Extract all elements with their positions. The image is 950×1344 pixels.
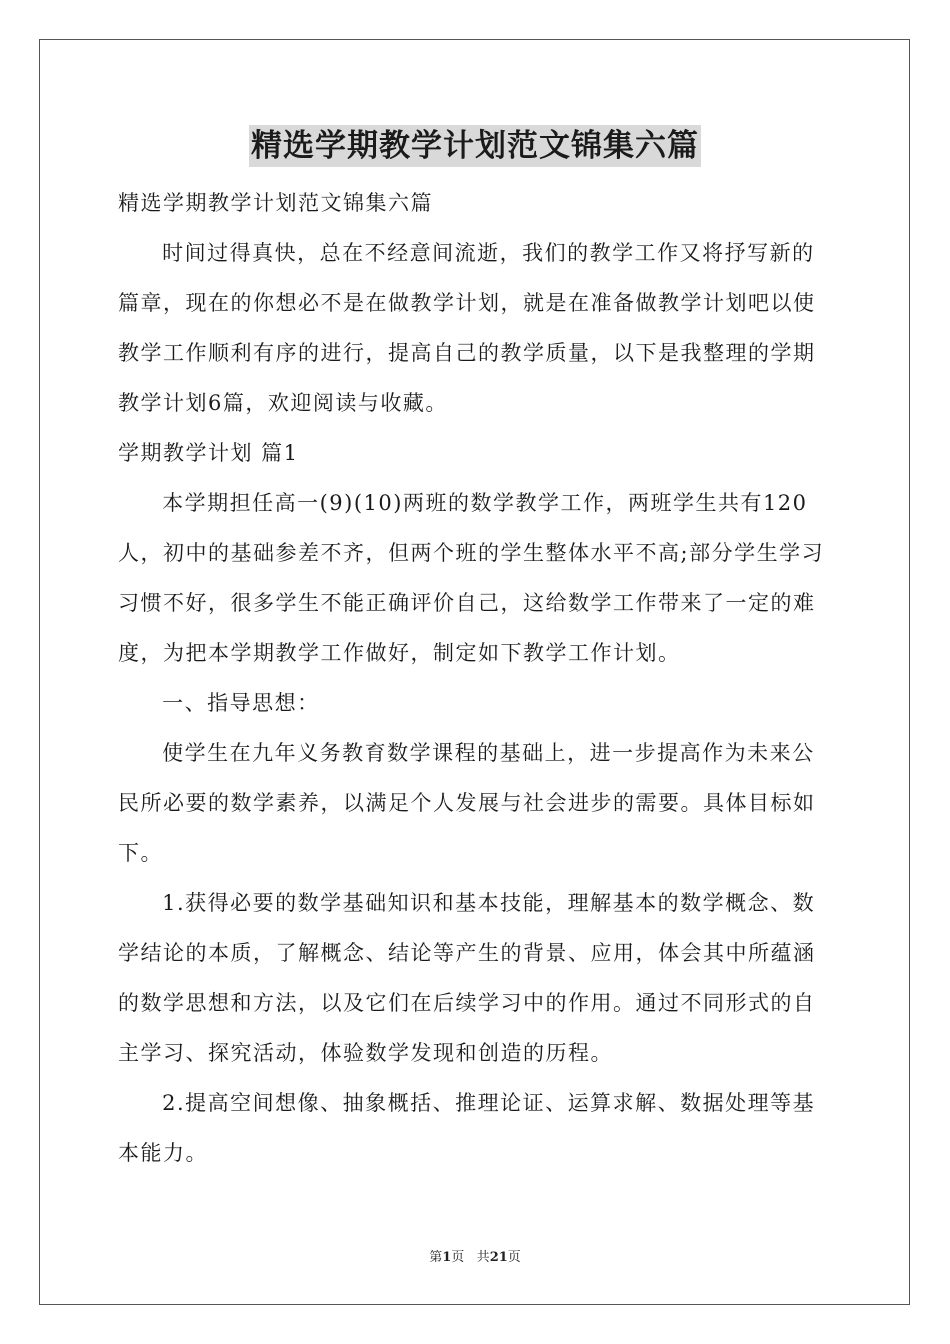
page-prefix: 第	[429, 1250, 443, 1265]
total-suffix: 页	[507, 1250, 521, 1265]
body-paragraph: 本学期担任高一(9)(10)两班的数学教学工作，两班学生共有120人，初中的基础参差不齐，但两个班的学生整体水平不高;部分学生学习习惯不好，很多学生不能正确评价自己，这给数学工作带来了一定的难度，为把本学期教学工作做好，制定如下教学工作计划。	[118, 491, 825, 665]
total-prefix: 共	[476, 1250, 490, 1265]
intro-paragraph: 时间过得真快，总在不经意间流逝，我们的教学工作又将抒写新的篇章，现在的你想必不是在做教学计划，就是在准备做教学计划吧以使教学工作顺利有序的进行，提高自己的教学质量，以下是我整理的学期教学计划6篇，欢迎阅读与收藏。	[118, 241, 816, 415]
subtitle-line: 精选学期教学计划范文锦集六篇	[118, 191, 433, 215]
page-footer	[0, 1246, 950, 1265]
document-body	[118, 178, 834, 1178]
document-title: 精选学期教学计划范文锦集六篇	[249, 125, 701, 167]
body-paragraph: 使学生在九年义务教育数学课程的基础上，进一步提高作为未来公民所必要的数学素养，以满足个人发展与社会进步的需要。具体目标如下。	[118, 741, 816, 865]
list-item-1: 1.获得必要的数学基础知识和基本技能，理解基本的数学概念、数学结论的本质，了解概念、结论等产生的背景、应用，体会其中所蕴涵的数学思想和方法，以及它们在后续学习中的作用。通过不同形式的自主学习、探究活动，体验数学发现和创造的历程。	[118, 891, 816, 1065]
total-pages: 21	[489, 1250, 508, 1265]
section-heading: 学期教学计划 篇1	[118, 441, 299, 465]
subheading-guiding-thought: 一、指导思想：	[162, 691, 320, 715]
page-number: 1	[442, 1250, 452, 1265]
list-item-2: 2.提高空间想像、抽象概括、推理论证、运算求解、数据处理等基本能力。	[118, 1091, 816, 1165]
page-suffix: 页	[451, 1250, 465, 1265]
